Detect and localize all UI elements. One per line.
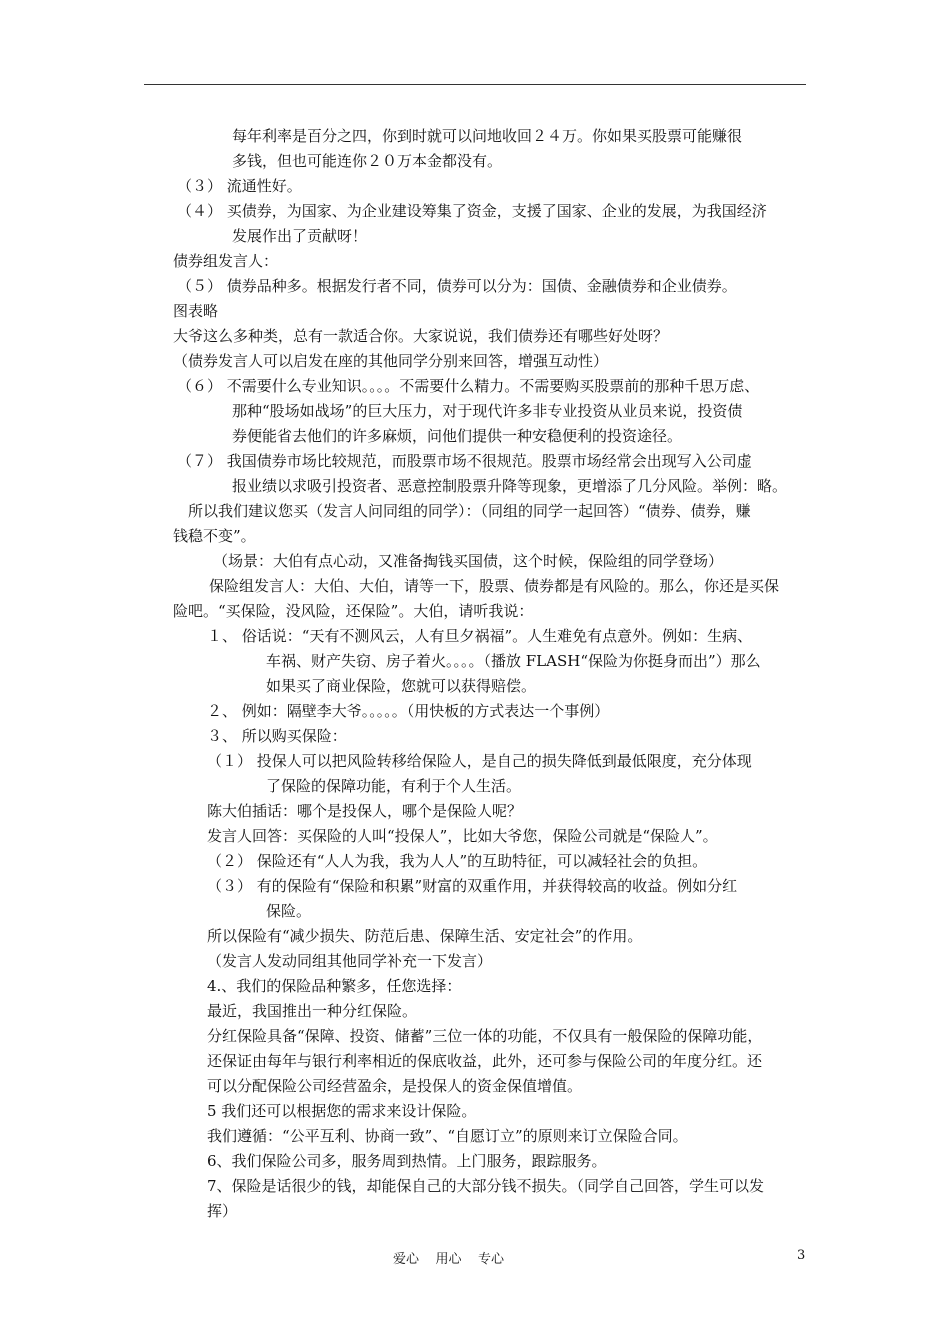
- text-line: 图表略: [173, 302, 219, 320]
- text-line: 6、我们保险公司多，服务周到热情。上门服务，跟踪服务。: [207, 1152, 607, 1170]
- text-line: 每年利率是百分之四，你到时就可以问地收回２４万。你如果买股票可能赚很: [232, 127, 743, 145]
- text-line: （１） 投保人可以把风险转移给保险人，是自己的损失降低到最低限度，充分体现: [207, 752, 752, 770]
- text-line: 险吧。“买保险，没风险，还保险”。大伯，请听我说：: [173, 602, 534, 620]
- text-line: 分红保险具备“保障、投资、储蓄”三位一体的功能，不仅具有一般保险的保障功能，: [207, 1027, 763, 1045]
- text-line: ３、 所以购买保险：: [207, 727, 347, 745]
- text-line: （发言人发动同组其他同学补充一下发言）: [207, 952, 493, 970]
- text-line: ２、 例如：隔壁李大爷。。。。。（用快板的方式表达一个事例）: [207, 702, 610, 720]
- text-line: （６） 不需要什么专业知识。。。。不需要什么精力。不需要购买股票前的那种千思万虑、: [177, 377, 760, 395]
- text-line: 所以我们建议您买（发言人问同组的同学）：（同组的同学一起回答）“债券、债券，赚: [188, 502, 751, 520]
- text-line: 报业绩以求吸引投资者、恶意控制股票升降等现象，更增添了几分风险。举例：略。: [232, 477, 788, 495]
- text-line: 发言人回答：买保险的人叫“投保人”，比如大爷您，保险公司就是“保险人”。: [207, 827, 718, 845]
- text-line: （２） 保险还有“人人为我，我为人人”的互助特征，可以减轻社会的负担。: [207, 852, 708, 870]
- header-rule: [144, 84, 806, 85]
- text-line: 发展作出了贡献呀！: [232, 227, 368, 245]
- text-line: （５） 债券品种多。根据发行者不同，债券可以分为：国债、金融债券和企业债券。: [177, 277, 737, 295]
- text-line: 保险组发言人：大伯、大伯，请等一下，股票、债券都是有风险的。那么，你还是买保: [209, 577, 780, 595]
- text-line: 那种“股场如战场”的巨大压力，对于现代许多非专业投资从业员来说，投资债: [232, 402, 743, 420]
- text-line: 最近，我国推出一种分红保险。: [207, 1002, 418, 1020]
- text-line: 保险。: [266, 902, 312, 920]
- text-line: （债券发言人可以启发在座的其他同学分别来回答，增强互动性）: [173, 352, 609, 370]
- text-line: 车祸、财产失窃、房子着火。。。。（播放 FLASH“保险为你挺身而出”）那么: [266, 652, 761, 670]
- text-line: 如果买了商业保险，您就可以获得赔偿。: [266, 677, 537, 695]
- text-line: 可以分配保险公司经营盈余，是投保人的资金保值增值。: [207, 1077, 583, 1095]
- text-line: 挥）: [207, 1202, 238, 1220]
- text-line: 所以保险有“减少损失、防范后患、保障生活、安定社会”的作用。: [207, 927, 643, 945]
- text-line: 多钱，但也可能连你２０万本金都没有。: [232, 152, 503, 170]
- text-line: 5 我们还可以根据您的需求来设计保险。: [207, 1102, 477, 1120]
- text-line: 钱稳不变”。: [173, 527, 256, 545]
- text-line: （场景：大伯有点心动，又准备掏钱买国债，这个时候，保险组的同学登场）: [213, 552, 724, 570]
- text-line: 陈大伯插话：哪个是投保人，哪个是保险人呢？: [207, 802, 523, 820]
- text-line: １、 俗话说：“天有不测风云，人有旦夕祸福”。人生难免有点意外。例如：生病、: [207, 627, 753, 645]
- text-line: （３） 流通性好。: [177, 177, 302, 195]
- page-number: 3: [797, 1248, 806, 1263]
- text-line: （４） 买债券，为国家、为企业建设筹集了资金，支援了国家、企业的发展，为我国经济: [177, 202, 767, 220]
- text-line: 债券组发言人：: [173, 252, 279, 270]
- text-line: 还保证由每年与银行利率相近的保底收益，此外，还可参与保险公司的年度分红。还: [207, 1052, 763, 1070]
- text-line: 4.、我们的保险品种繁多，任您选择：: [207, 977, 462, 995]
- footer-motto: 爱心 用心 专心: [393, 1252, 505, 1267]
- text-line: （３） 有的保险有“保险和积累”财富的双重作用，并获得较高的收益。例如分红: [207, 877, 738, 895]
- text-line: 券便能省去他们的许多麻烦，问他们提供一种安稳便利的投资途径。: [232, 427, 683, 445]
- text-line: 了保险的保障功能，有利于个人生活。: [266, 777, 522, 795]
- text-line: （７） 我国债券市场比较规范，而股票市场不很规范。股票市场经常会出现写入公司虚: [177, 452, 752, 470]
- text-line: 7、保险是话很少的钱，却能保自己的大部分钱不损失。（同学自己回答，学生可以发: [207, 1177, 765, 1195]
- text-line: 大爷这么多种类，总有一款适合你。大家说说，我们债券还有哪些好处呀？: [173, 327, 669, 345]
- text-line: 我们遵循：“公平互利、协商一致”、“自愿订立”的原则来订立保险合同。: [207, 1127, 688, 1145]
